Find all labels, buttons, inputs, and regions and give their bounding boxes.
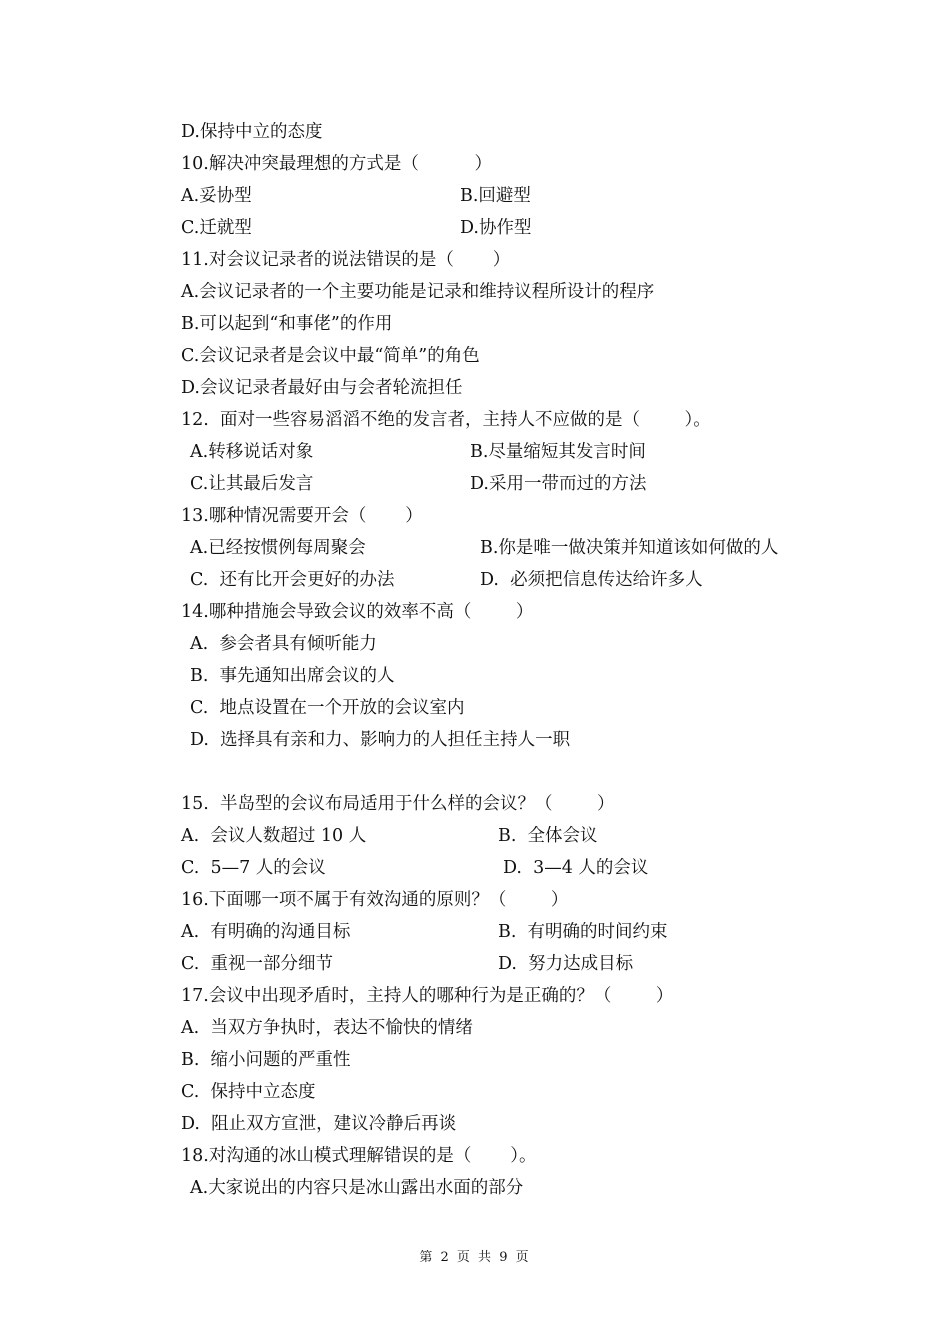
option-d-q13: D. 必须把信息传达给许多人: [480, 570, 703, 590]
option-a-q17: A. 当双方争执时，表达不愉快的情绪: [181, 1018, 473, 1038]
option-c-q17: C. 保持中立态度: [181, 1082, 316, 1102]
option-d-q11: D.会议记录者最好由与会者轮流担任: [181, 378, 463, 398]
option-a-q18: A.大家说出的内容只是冰山露出水面的部分: [190, 1178, 524, 1198]
option-b-q10: B.回避型: [460, 186, 531, 206]
option-c-q11: C.会议记录者是会议中最“简单”的角色: [181, 346, 480, 366]
question-18: 18.对沟通的冰山模式理解错误的是（ ）。: [181, 1146, 537, 1166]
option-a-q12: A.转移说话对象: [190, 442, 314, 462]
question-11: 11.对会议记录者的说法错误的是（ ）: [181, 250, 511, 270]
option-a-q13: A.已经按惯例每周聚会: [190, 538, 366, 558]
page-footer: 第 2 页 共 9 页: [419, 1250, 531, 1265]
option-b-q12: B.尽量缩短其发言时间: [470, 442, 646, 462]
option-a-q15: A. 会议人数超过 10 人: [181, 826, 367, 846]
question-13: 13.哪种情况需要开会（ ）: [181, 506, 423, 526]
question-15: 15. 半岛型的会议布局适用于什么样的会议？（ ）: [181, 794, 615, 814]
option-a-q16: A. 有明确的沟通目标: [181, 922, 351, 942]
option-d-q10: D.协作型: [460, 218, 532, 238]
option-b-q16: B. 有明确的时间约束: [498, 922, 668, 942]
option-c-q10: C.迁就型: [181, 218, 252, 238]
option-b-q13: B.你是唯一做决策并知道该如何做的人: [480, 538, 779, 558]
option-d-q12: D.采用一带而过的方法: [470, 474, 647, 494]
option-a-q14: A. 参会者具有倾听能力: [190, 634, 377, 654]
option-d-q14: D. 选择具有亲和力、影响力的人担任主持人一职: [190, 730, 571, 750]
option-d-q15: D. 3—4 人的会议: [503, 858, 649, 878]
option-a-q10: A.妥协型: [181, 186, 252, 206]
question-12: 12. 面对一些容易滔滔不绝的发言者，主持人不应做的是（ ）。: [181, 410, 711, 430]
option-b-q17: B. 缩小问题的严重性: [181, 1050, 351, 1070]
option-b-q11: B.可以起到“和事佬”的作用: [181, 314, 393, 334]
option-b-q15: B. 全体会议: [498, 826, 598, 846]
option-d-q17: D. 阻止双方宣泄，建议冷静后再谈: [181, 1114, 457, 1134]
option-c-q15: C. 5—7 人的会议: [181, 858, 326, 878]
option-c-q14: C. 地点设置在一个开放的会议室内: [190, 698, 465, 718]
option-d-q9: D.保持中立的态度: [181, 122, 323, 142]
option-c-q13: C. 还有比开会更好的办法: [190, 570, 395, 590]
option-a-q11: A.会议记录者的一个主要功能是记录和维持议程所设计的程序: [181, 282, 655, 302]
option-c-q16: C. 重视一部分细节: [181, 954, 333, 974]
question-14: 14.哪种措施会导致会议的效率不高（ ）: [181, 602, 534, 622]
question-16: 16.下面哪一项不属于有效沟通的原则？（ ）: [181, 890, 569, 910]
option-c-q12: C.让其最后发言: [190, 474, 314, 494]
option-d-q16: D. 努力达成目标: [498, 954, 634, 974]
option-b-q14: B. 事先通知出席会议的人: [190, 666, 395, 686]
question-17: 17.会议中出现矛盾时，主持人的哪种行为是正确的？（ ）: [181, 986, 674, 1006]
question-10: 10.解决冲突最理想的方式是（ ）: [181, 154, 492, 174]
